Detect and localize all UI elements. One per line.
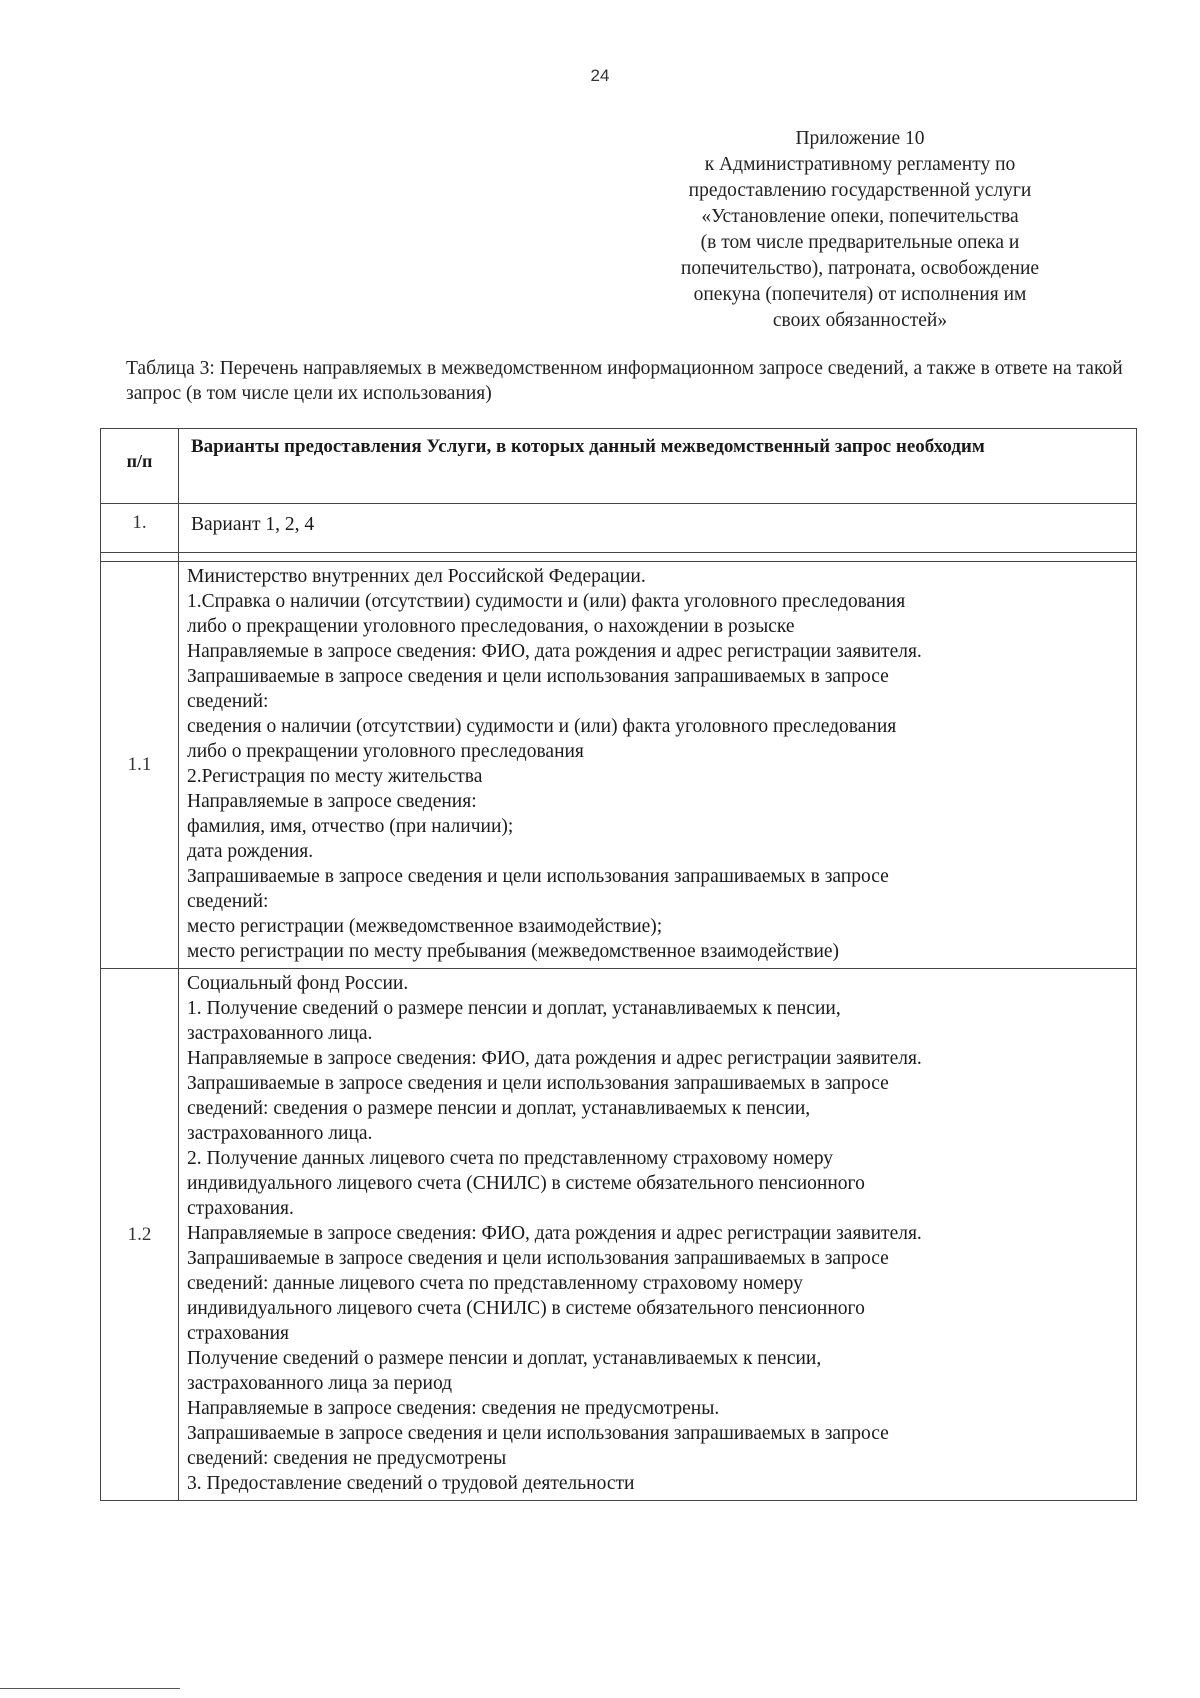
text-line: Запрашиваемые в запросе сведения и цели использования запрашиваемых в запросе — [187, 866, 889, 887]
text-line: сведения о наличии (отсутствии) судимости и (или) факта уголовного преследования — [187, 716, 897, 737]
header-num-cell: п/п — [101, 429, 179, 504]
text-line: Направляемые в запросе сведения: ФИО, дата рождения и адрес регистрации заявителя. — [187, 1048, 922, 1069]
text-line: сведений: данные лицевого счета по представленному страховому номеру — [187, 1273, 803, 1294]
appendix-line: Приложение 10 — [795, 128, 925, 149]
text-line: Получение сведений о размере пенсии и доплат, устанавливаемых к пенсии, — [187, 1348, 822, 1369]
text-line: сведений: — [187, 691, 269, 712]
requests-table — [100, 428, 1137, 1501]
page-number: 24 — [590, 66, 610, 85]
text-line: либо о прекращении уголовного преследования — [187, 741, 584, 762]
text-line: застрахованного лица. — [187, 1023, 373, 1044]
header-text-cell: Варианты предоставления Услуги, в которых данный межведомственный запрос необходим — [179, 429, 1137, 504]
table-caption: Таблица 3: Перечень направляемых в межведомственном информационном запросе сведений, а также в ответе на такой запрос (в том числе цели их использования) — [126, 358, 1123, 404]
text-line: страхования. — [187, 1198, 294, 1219]
row-number: 1.1 — [101, 562, 179, 969]
row-number: 1. — [101, 504, 179, 553]
sfr-block — [179, 969, 1137, 1501]
appendix-line: (в том числе предварительные опека и — [700, 232, 1020, 253]
text-line: фамилия, имя, отчество (при наличии); — [187, 816, 514, 837]
text-line: 1. Получение сведений о размере пенсии и доплат, устанавливаемых к пенсии, — [187, 998, 841, 1019]
table-header-row — [101, 429, 1137, 504]
text-line: 3. Предоставление сведений о трудовой деятельности — [187, 1473, 635, 1494]
spacer-cell — [179, 553, 1137, 562]
scan-edge-line — [0, 1688, 180, 1689]
text-line: 2.Регистрация по месту жительства — [187, 766, 483, 787]
appendix-line: опекуна (попечителя) от исполнения им — [693, 284, 1027, 305]
text-line: Направляемые в запросе сведения: сведения не предусмотрены. — [187, 1398, 720, 1419]
table-row — [101, 504, 1137, 553]
spacer-cell — [101, 553, 179, 562]
text-line: либо о прекращении уголовного преследования, о нахождении в розыске — [187, 616, 795, 637]
appendix-line: попечительство), патроната, освобождение — [680, 258, 1040, 279]
text-line: застрахованного лица. — [187, 1123, 373, 1144]
row-number: 1.2 — [101, 969, 179, 1501]
mvd-block — [179, 562, 1137, 969]
text-line: место регистрации (межведомственное взаимодействие); — [187, 916, 663, 937]
text-line: Направляемые в запросе сведения: ФИО, дата рождения и адрес регистрации заявителя. — [187, 1223, 922, 1244]
text-line: застрахованного лица за период — [187, 1373, 453, 1394]
text-line: сведений: сведения не предусмотрены — [187, 1448, 507, 1469]
text-line: Министерство внутренних дел Российской Федерации. — [187, 566, 646, 587]
appendix-line: «Установление опеки, попечительства — [701, 206, 1019, 227]
text-line: место регистрации по месту пребывания (межведомственное взаимодействие) — [187, 941, 840, 962]
appendix-line: предоставлению государственной услуги — [688, 180, 1032, 201]
spacer-row — [101, 553, 1137, 562]
appendix-line: своих обязанностей» — [772, 310, 948, 331]
text-line: дата рождения. — [187, 841, 314, 862]
variant-cell: Вариант 1, 2, 4 — [179, 504, 1137, 553]
text-line: Запрашиваемые в запросе сведения и цели использования запрашиваемых в запросе — [187, 1423, 889, 1444]
appendix-heading — [630, 126, 1090, 334]
text-line: сведений: — [187, 891, 269, 912]
text-line: Направляемые в запросе сведения: — [187, 791, 477, 812]
text-line: индивидуального лицевого счета (СНИЛС) в системе обязательного пенсионного — [187, 1173, 865, 1194]
table-row — [101, 562, 1137, 969]
text-line: Социальный фонд России. — [187, 973, 409, 994]
text-line: страхования — [187, 1323, 290, 1344]
text-line: Запрашиваемые в запросе сведения и цели использования запрашиваемых в запросе — [187, 666, 889, 687]
text-line: 2. Получение данных лицевого счета по представленному страховому номеру — [187, 1148, 834, 1169]
text-line: сведений: сведения о размере пенсии и доплат, устанавливаемых к пенсии, — [187, 1098, 811, 1119]
text-line: индивидуального лицевого счета (СНИЛС) в системе обязательного пенсионного — [187, 1298, 865, 1319]
table-row — [101, 969, 1137, 1501]
text-line: Запрашиваемые в запросе сведения и цели использования запрашиваемых в запросе — [187, 1073, 889, 1094]
text-line: Запрашиваемые в запросе сведения и цели использования запрашиваемых в запросе — [187, 1248, 889, 1269]
text-line: 1.Справка о наличии (отсутствии) судимости и (или) факта уголовного преследования — [187, 591, 906, 612]
appendix-line: к Административному регламенту по — [704, 154, 1016, 175]
text-line: Направляемые в запросе сведения: ФИО, дата рождения и адрес регистрации заявителя. — [187, 641, 922, 662]
